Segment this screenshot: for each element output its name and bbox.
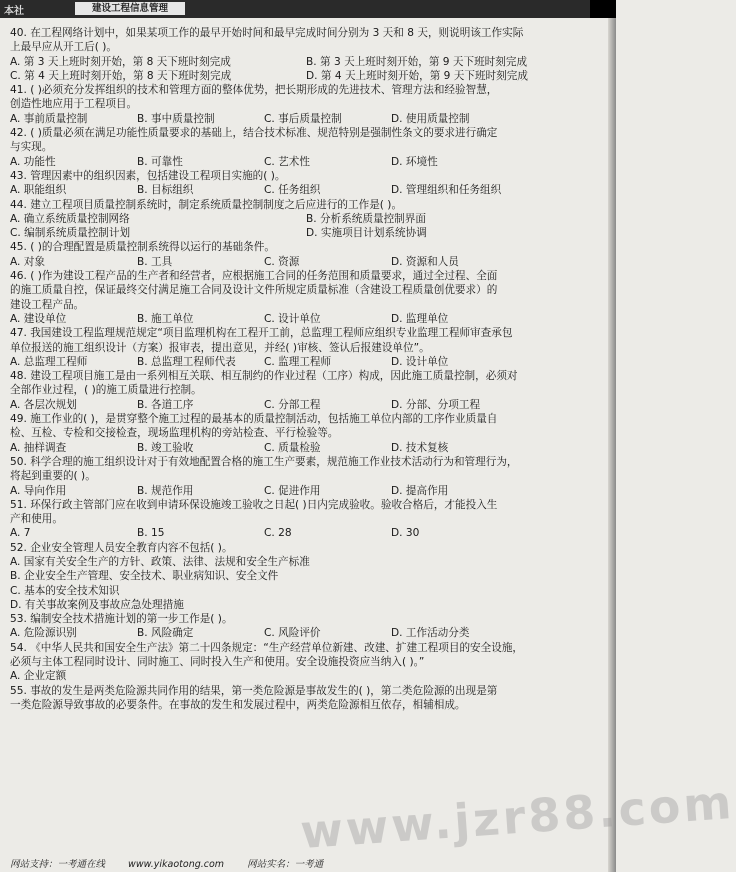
option-choice: D. 工作活动分类 — [391, 627, 470, 640]
question-item — [10, 641, 602, 684]
option-choice: B. 企业安全生产管理、安全技术、职业病知识、安全文件 — [10, 570, 279, 583]
option-choice: C. 编制系统质量控制计划 — [10, 227, 131, 240]
option-row — [10, 112, 602, 126]
option-choice: D. 30 — [391, 527, 420, 540]
question-text: 检、互检、专检和交接检查，现场监理机构的旁站检查、平行检验等。 — [10, 427, 339, 440]
option-choice: D. 管理组织和任务组织 — [391, 184, 502, 197]
question-text: 全部作业过程，( )的施工质量进行控制。 — [10, 384, 202, 397]
question-item — [10, 541, 602, 612]
option-row — [10, 226, 602, 240]
question-text: 创造性地应用于工程项目。 — [10, 98, 138, 111]
footer-name: 网站实名：一考通 — [247, 859, 324, 870]
option-row — [10, 555, 602, 569]
option-row — [10, 441, 602, 455]
question-text: 54. 《中华人民共和国安全生产法》第二十四条规定：“生产经营单位新建、改建、扩建工程项目的安全设施， — [10, 641, 524, 654]
option-choice: A. 国家有关安全生产的方针、政策、法律、法规和安全生产标准 — [10, 555, 310, 568]
question-text: 53. 编制安全技术措施计划的第一步工作是( )。 — [10, 613, 233, 626]
option-choice: B. 竣工验收 — [137, 441, 194, 454]
option-choice: C. 28 — [264, 527, 292, 540]
option-choice: C. 艺术性 — [264, 155, 310, 168]
footer-support: 网站支持：一考通在线 — [10, 859, 106, 870]
option-choice: D. 环境性 — [391, 155, 438, 168]
option-row — [10, 526, 602, 540]
question-text: 50. 科学合理的施工组织设计对于有效地配置合格的施工生产要素，规范施工作业技术活动行为和管理行为， — [10, 455, 518, 468]
question-text: 将起到重要的( )。 — [10, 470, 96, 483]
question-list — [10, 26, 602, 712]
question-item — [10, 169, 602, 198]
option-choice: A. 确立系统质量控制网络 — [10, 212, 130, 225]
question-text: 47. 我国建设工程监理规范规定“项目监理机构在工程开工前，总监理工程师应组织专业监理工程师审查承包 — [10, 327, 513, 340]
question-item — [10, 412, 602, 455]
option-choice: D. 资源和人员 — [391, 255, 459, 268]
option-row — [10, 626, 602, 640]
watermark: www.jzr88.com — [298, 774, 736, 860]
question-text: 必须与主体工程同时设计、同时施工、同时投入生产和使用。安全设施投资应当纳入( )。” — [10, 656, 425, 669]
option-row — [10, 55, 602, 69]
question-text: 49. 施工作业的( )，是贯穿整个施工过程的最基本的质量控制活动，包括施工单位内部的工序作业质量自 — [10, 413, 498, 426]
option-row — [10, 569, 602, 583]
option-row — [10, 183, 602, 197]
question-item — [10, 498, 602, 541]
option-choice: C. 促进作用 — [264, 484, 321, 497]
question-item — [10, 126, 602, 169]
question-item — [10, 83, 602, 126]
question-text: 45. ( )的合理配置是质量控制系统得以运行的基础条件。 — [10, 241, 275, 254]
option-choice: A. 7 — [10, 527, 31, 540]
option-row — [10, 398, 602, 412]
option-row — [10, 212, 602, 226]
question-item — [10, 240, 602, 269]
option-choice: A. 总监理工程师 — [10, 355, 88, 368]
question-text: 48. 建设工程项目施工是由一系列相互关联、相互制约的作业过程（工序）构成，因此施工质量控制，必须对 — [10, 370, 518, 383]
footer-url: www.yikaotong.com — [128, 859, 225, 870]
question-text: 51. 环保行政主管部门应在收到申请环保设施竣工验收之日起( )日内完成验收。验收合格后，才能投入生 — [10, 498, 498, 511]
page-footer — [10, 856, 610, 870]
option-choice: A. 危险源识别 — [10, 627, 77, 640]
question-text: 40. 在工程网络计划中，如果某项工作的最早开始时间和最早完成时间分别为 3 天和 8 天，则说明该工作实际 — [10, 27, 524, 39]
question-text: 43. 管理因素中的组织因素，包括建设工程项目实施的( )。 — [10, 169, 286, 182]
option-choice: B. 总监理工程师代表 — [137, 355, 236, 368]
option-choice: A. 事前质量控制 — [10, 112, 88, 125]
option-choice: B. 15 — [137, 527, 165, 540]
page-edge-shadow — [608, 18, 616, 872]
option-row — [10, 669, 602, 683]
question-text: 与实现。 — [10, 141, 53, 154]
question-item — [10, 326, 602, 369]
question-item — [10, 612, 602, 641]
option-choice: C. 监理工程师 — [264, 355, 332, 368]
option-choice: B. 风险确定 — [137, 627, 194, 640]
option-row — [10, 255, 602, 269]
section-label: 本社 — [4, 6, 24, 17]
option-choice: D. 使用质量控制 — [391, 112, 470, 125]
option-choice: D. 技术复核 — [391, 441, 449, 454]
option-choice: B. 规范作用 — [137, 484, 194, 497]
option-row — [10, 598, 602, 612]
option-choice: C. 设计单位 — [264, 312, 321, 325]
option-choice: B. 目标组织 — [137, 184, 194, 197]
question-item — [10, 369, 602, 412]
option-choice: A. 建设单位 — [10, 312, 67, 325]
option-choice: B. 工具 — [137, 255, 173, 268]
question-text: 46. ( )作为建设工程产品的生产者和经营者，应根据施工合同的任务范围和质量要求，通过全过程、全面 — [10, 270, 498, 283]
option-row — [10, 355, 602, 369]
option-choice: D. 监理单位 — [391, 312, 449, 325]
option-row — [10, 69, 602, 83]
option-choice: A. 导向作用 — [10, 484, 67, 497]
question-item — [10, 455, 602, 498]
option-choice: B. 各道工序 — [137, 398, 194, 411]
question-text: 一类危险源导致事故的必要条件。在事故的发生和发展过程中，两类危险源相互依存，相辅相成。 — [10, 698, 466, 711]
question-text: 44. 建立工程项目质量控制系统时，制定系统质量控制制度之后应进行的工作是( )。 — [10, 198, 403, 211]
option-choice: C. 事后质量控制 — [264, 112, 342, 125]
option-choice: B. 施工单位 — [137, 312, 194, 325]
question-item — [10, 26, 602, 83]
option-choice: B. 事中质量控制 — [137, 112, 215, 125]
question-text: 的施工质量自控，保证最终交付满足施工合同及设计文件所规定质量标准（含建设工程质量创优要求）的 — [10, 284, 498, 297]
question-text: 42. ( )质量必须在满足功能性质量要求的基础上，结合技术标准、规范特别是强制性条文的要求进行确定 — [10, 127, 498, 140]
option-choice: C. 分部工程 — [264, 398, 321, 411]
question-text: 单位报送的施工组织设计（方案）报审表，提出意见，并经( )审核、签认后报建设单位”。 — [10, 341, 430, 354]
question-text: 上最早应从开工后( )。 — [10, 41, 117, 54]
option-choice: C. 质量检验 — [264, 441, 321, 454]
option-choice: D. 实施项目计划系统协调 — [306, 227, 427, 240]
option-row — [10, 155, 602, 169]
header-title: 建设工程信息管理 — [75, 2, 185, 15]
option-choice: A. 抽样调查 — [10, 441, 67, 454]
question-text: 52. 企业安全管理人员安全教育内容不包括( )。 — [10, 541, 233, 554]
option-row — [10, 584, 602, 598]
option-choice: C. 第 4 天上班时刻开始，第 8 天下班时刻完成 — [10, 69, 232, 82]
page-header — [0, 0, 616, 18]
option-choice: C. 风险评价 — [264, 627, 321, 640]
option-choice: C. 资源 — [264, 255, 300, 268]
option-choice: A. 对象 — [10, 255, 45, 268]
option-choice: D. 设计单位 — [391, 355, 449, 368]
option-choice: C. 基本的安全技术知识 — [10, 584, 120, 597]
option-choice: D. 提高作用 — [391, 484, 449, 497]
option-choice: B. 可靠性 — [137, 155, 183, 168]
question-text: 55. 事故的发生是两类危险源共同作用的结果，第一类危险源是事故发生的( )，第二类危险源的出现是第 — [10, 684, 498, 697]
option-row — [10, 312, 602, 326]
option-choice: D. 有关事故案例及事故应急处理措施 — [10, 598, 184, 611]
question-text: 产和使用。 — [10, 513, 63, 526]
question-text: 建设工程产品。 — [10, 298, 85, 311]
option-choice: B. 第 3 天上班时刻开始，第 9 天下班时刻完成 — [306, 55, 528, 68]
option-choice: D. 分部、分项工程 — [391, 398, 481, 411]
option-choice: A. 职能组织 — [10, 184, 67, 197]
question-item — [10, 684, 602, 713]
option-choice: C. 任务组织 — [264, 184, 321, 197]
option-choice: A. 各层次规划 — [10, 398, 77, 411]
question-item — [10, 269, 602, 326]
option-choice: A. 第 3 天上班时刻开始，第 8 天下班时刻完成 — [10, 55, 231, 68]
option-choice: B. 分析系统质量控制界面 — [306, 212, 426, 225]
question-text: 41. ( )必须充分发挥组织的技术和管理方面的整体优势，把长期形成的先进技术、管理方法和经验智慧， — [10, 84, 498, 97]
option-choice: A. 功能性 — [10, 155, 56, 168]
option-choice: D. 第 4 天上班时刻开始，第 9 天下班时刻完成 — [306, 69, 528, 82]
header-block — [590, 0, 616, 18]
option-choice: A. 企业定额 — [10, 670, 67, 683]
option-row — [10, 484, 602, 498]
question-item — [10, 198, 602, 241]
